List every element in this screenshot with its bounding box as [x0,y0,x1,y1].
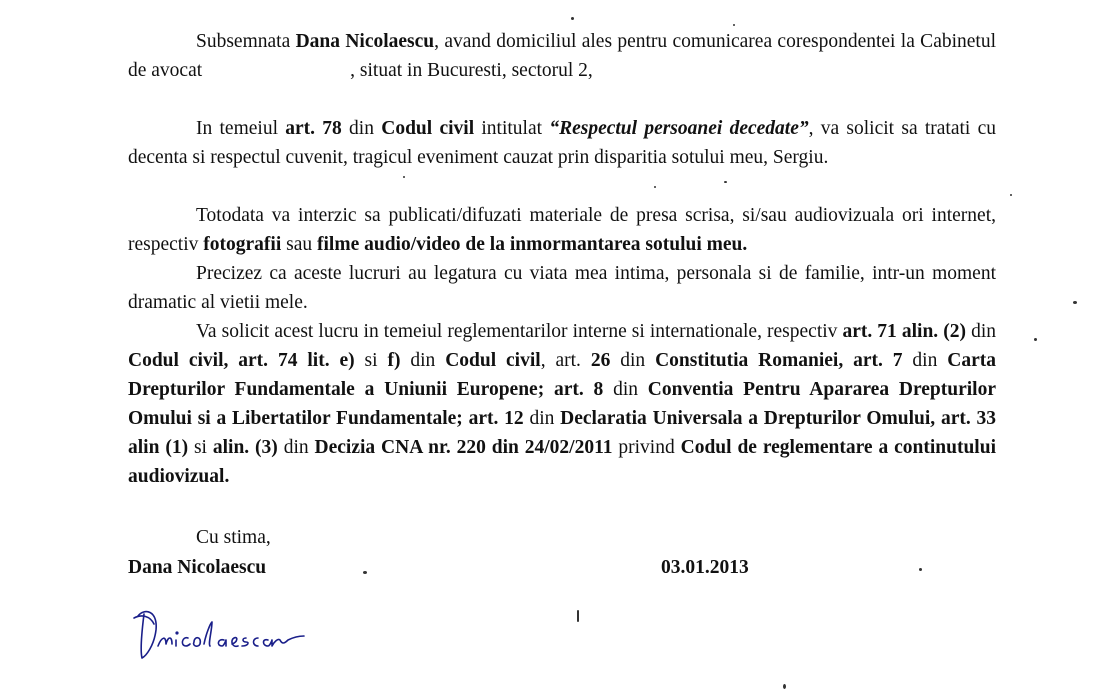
text-run: In temeiul [196,118,286,139]
scan-speck [724,181,727,183]
scan-speck [571,17,574,20]
signer-name: Dana Nicolaescu [128,557,267,578]
closing-salutation: Cu stima, [196,527,271,548]
scan-speck [1010,194,1012,196]
code-reference: Codul civil [381,118,475,139]
text-run: Va solicit acest lucru in temeiul reglementarilor interne si internationale, respectiv [196,321,843,342]
text-run: Totodata va interzic sa publicati/difuzati materiale de presa scrisa, si/sau audiovizuala ori internet, respectiv [128,205,996,255]
text-run: intitulat [474,118,550,139]
bold-run: Constitutia Romaniei, art. 7 [655,350,903,371]
text-run: , art. [540,350,591,371]
text-run: din [400,350,446,371]
text-run: , avand domiciliul ales pentru comunicarea corespondentei la Cabinetul de avocat [128,31,997,81]
paragraph-legal-basis-text [128,114,996,172]
scan-speck [577,610,579,622]
scan-speck [733,24,735,26]
text-run: si [188,437,213,458]
paragraph-regulations [128,317,996,491]
text-run: din [610,350,656,371]
bold-run: alin. (3) [212,437,278,458]
bold-run: Codul civil [445,350,541,371]
paragraph-legal-basis [128,114,996,172]
text-run: din [902,350,948,371]
text-run: din [603,379,648,400]
text-run: din [341,118,382,139]
article-reference: art. 78 [285,118,342,139]
scan-speck [363,571,367,574]
scan-speck [919,568,922,571]
bold-run: Carta Drepturilor Fundamentale a Uniunii Europene; art. 8 [128,350,996,400]
bold-run: Decizia CNA nr. 220 din 24/02/2011 [314,437,613,458]
paragraph-declarant [128,27,996,85]
bold-run: Conventia Pentru Apararea Drepturilor Omului si a Libertatilor Fundamentale; art. 12 [128,379,996,429]
scan-speck [654,186,656,188]
bold-run: fotografii [203,234,282,255]
text-run: sau [281,234,317,255]
text-run: din [523,408,561,429]
text-run: Precizez ca aceste lucruri au legatura cu viata mea intima, personala si de familie, intr-un moment dramatic al vietii mele. [128,263,996,313]
paragraph-prohibition [128,201,996,259]
text-run: , situat in Bucuresti, sectorul 2, [350,60,593,81]
letter-date: 03.01.2013 [661,557,749,578]
bold-run: Declaratia Universala a Drepturilor Omului, art. 33 alin (1) [128,408,997,458]
bold-run: 26 [590,350,611,371]
text-run: Subsemnata [196,31,296,52]
handwritten-signature [128,600,358,680]
text-run: din [966,321,996,342]
text-run: si [354,350,388,371]
scan-speck [1034,338,1037,341]
bold-run: filme audio/video de la inmormantarea sotului meu. [317,234,748,255]
text-run: privind [612,437,681,458]
scan-speck [783,684,786,689]
bold-run: f) [387,350,401,371]
paragraph-regulations-text [128,317,996,491]
paragraph-privacy [128,259,996,317]
text-run: din [277,437,315,458]
scan-speck [403,176,405,178]
paragraph-prohibition-text [128,201,996,259]
scan-speck [1073,301,1077,304]
bold-run: art. 71 alin. (2) [842,321,966,342]
bold-run: Codul de reglementare a continutului audiovizual. [128,437,996,487]
paragraph-privacy-text [128,259,996,317]
declarant-name: Dana Nicolaescu [295,31,435,52]
bold-run: Codul civil, art. 74 lit. e) [128,350,355,371]
paragraph-declarant-text [128,27,996,85]
article-title: “Respectul persoanei decedate” [549,118,809,139]
text-run: , va solicit sa tratati cu decenta si respectul cuvenit, tragicul eveniment cauzat prin disparitia sotului meu, Sergiu. [128,118,997,168]
